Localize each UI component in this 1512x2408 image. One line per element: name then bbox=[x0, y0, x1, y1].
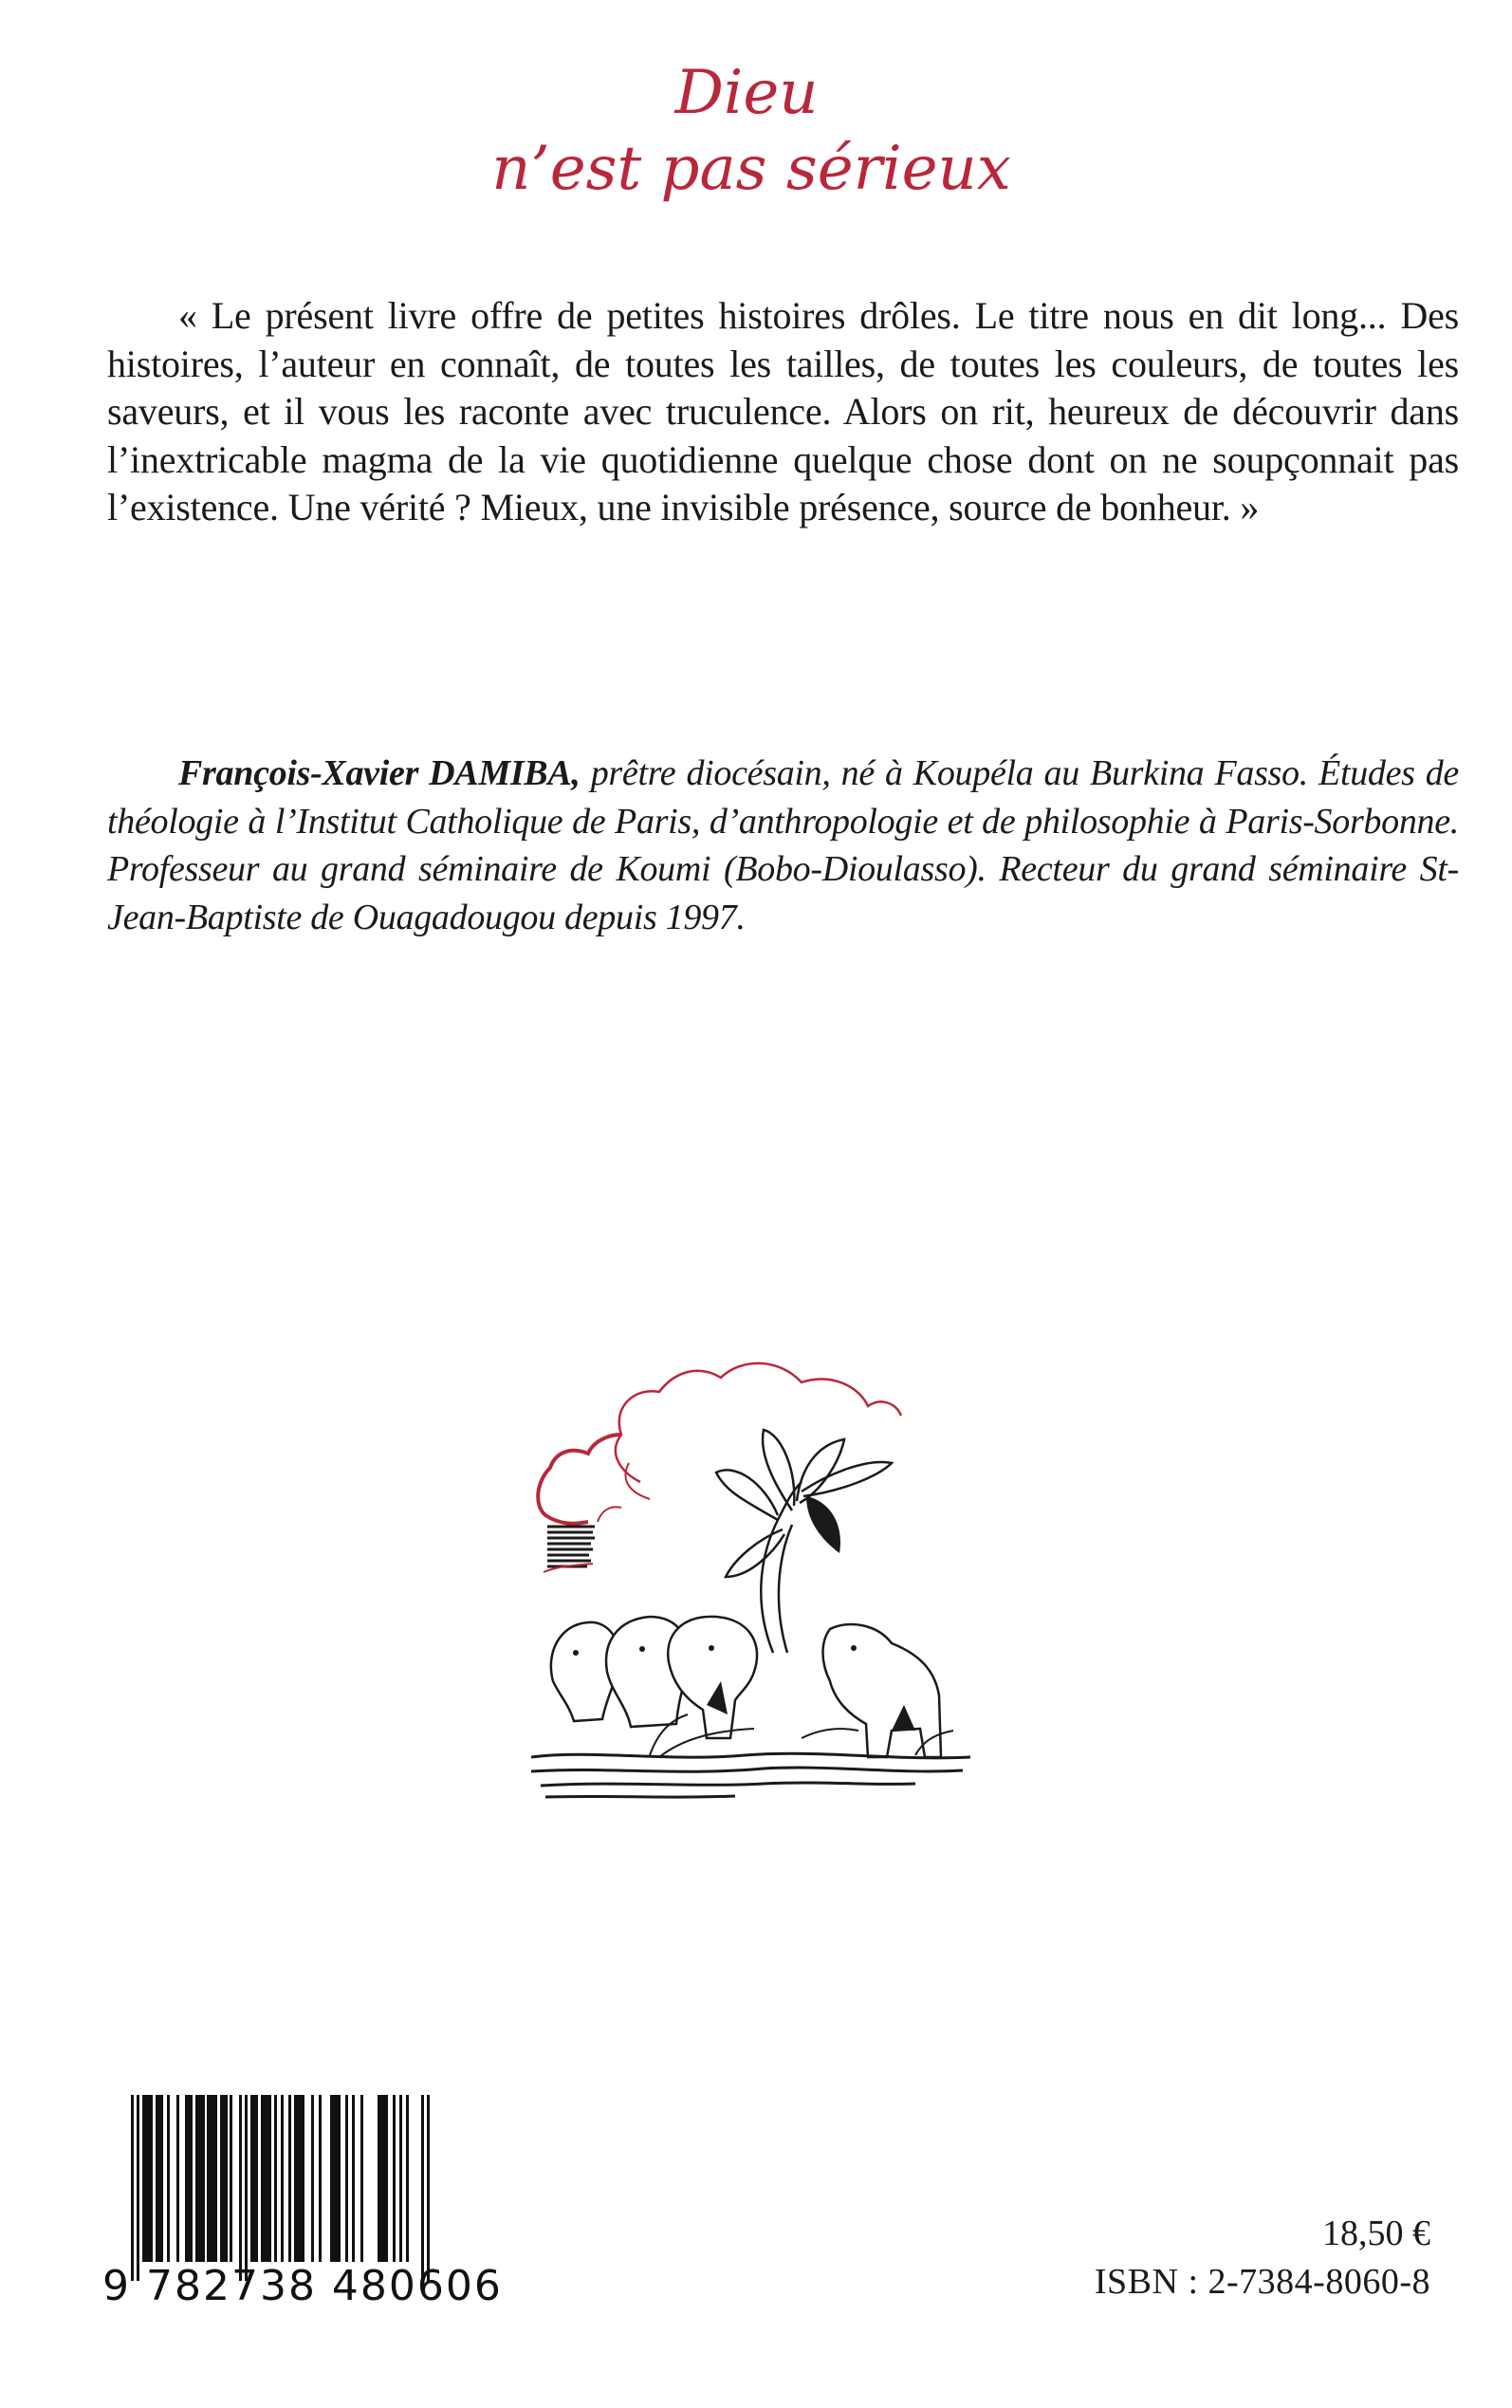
elephants-illustration-icon bbox=[517, 1340, 991, 1814]
title-line-1: Dieu bbox=[674, 58, 819, 128]
book-title bbox=[0, 55, 1512, 207]
isbn: ISBN : 2-7384-8060-8 bbox=[1094, 2262, 1430, 2302]
blurb-paragraph: « Le présent livre offre de petites histoires drôles. Le titre nous en dit long... Des histoires, l’auteur en connaît, de toutes les tailles, de toutes les couleurs, de toutes les saveurs, et il vous les raconte avec truculence. Alors on rit, heureux de découvrir dans l’inextricable magma de la vie quotidienne quelque chose dont on ne soupçonnait pas l’existence. Une vérité ? Mieux, une invisible présence, source de bonheur. » bbox=[107, 294, 1459, 528]
author-bio-paragraph bbox=[107, 750, 1459, 941]
title-line-2: n’est pas sérieux bbox=[491, 134, 1011, 204]
price: 18,50 € bbox=[1322, 2214, 1430, 2253]
author-name: François-Xavier DAMIBA, bbox=[178, 753, 581, 793]
barcode-digits: 9 782738 480606 bbox=[102, 2262, 503, 2310]
author-bio-text: prêtre diocésain, né à Koupéla au Burkina Fasso. Études de théologie à l’Institut Catholique de Paris, d’anthropologie et de philosophie à Paris-Sorbonne. Professeur au grand séminaire de Koumi (Bobo-Dioulasso). Recteur du grand séminaire St-Jean-Baptiste de Ouagadougou depuis 1997. bbox=[107, 753, 1460, 937]
